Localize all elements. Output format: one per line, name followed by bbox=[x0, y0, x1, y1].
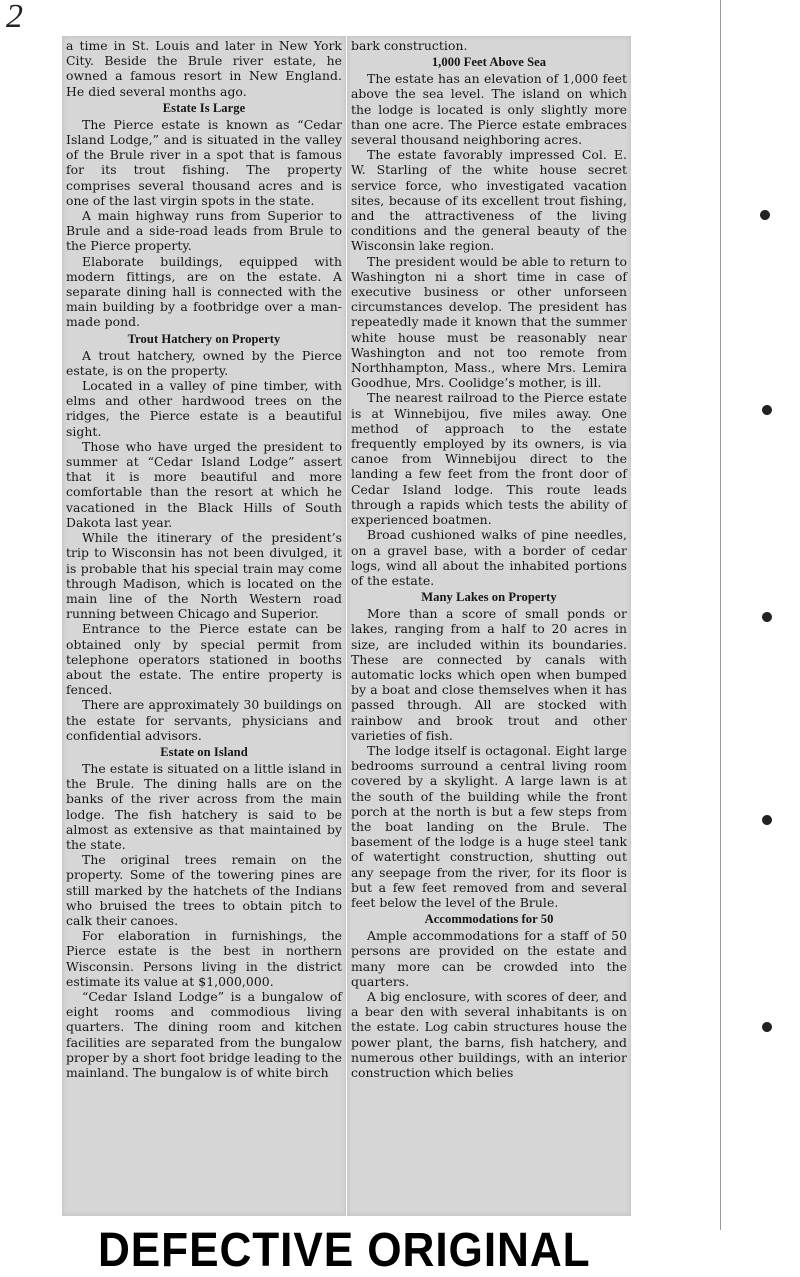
article-paragraph: Elaborate buildings, equipped with modern fittings, are on the estate. A separate dining hall is connected with the main building by a footbridge over a man-made pond. bbox=[66, 253, 342, 330]
article-paragraph: There are approximately 30 buildings on the estate for servants, physicians and confidential advisors. bbox=[66, 697, 342, 743]
article-paragraph: a time in St. Louis and later in New York City. Beside the Brule river estate, he owned a famous resort in New England. He died several months ago. bbox=[66, 38, 342, 99]
page-number: 2 bbox=[6, 0, 23, 35]
article-column-right bbox=[351, 38, 627, 1080]
article-paragraph: The estate has an elevation of 1,000 feet above the sea level. The island on which the lodge is located is only slightly more than one acre. The Pierce estate embraces several thousand neighboring acres. bbox=[351, 71, 627, 148]
article-paragraph: A main highway runs from Superior to Brule and a side-road leads from Brule to the Pierce property. bbox=[66, 208, 342, 254]
section-heading: Accommodations for 50 bbox=[424, 912, 554, 927]
article-paragraph: Located in a valley of pine timber, with elms and other hardwood trees on the ridges, the Pierce estate is a beautiful sight. bbox=[66, 378, 342, 439]
defective-original-stamp: DEFECTIVE ORIGINAL bbox=[98, 1230, 638, 1272]
section-heading: Estate on Island bbox=[160, 744, 248, 759]
binding-hole-mark bbox=[760, 1020, 774, 1034]
binding-hole-mark bbox=[760, 813, 774, 827]
binding-hole-mark bbox=[760, 610, 774, 624]
article-paragraph: The estate favorably impressed Col. E. W. Starling of the white house secret service force, who investigated vacation sites, because of its excellent trout fishing, and the attractiveness of the living conditions and the general beauty of the Wisconsin lake region. bbox=[351, 147, 627, 254]
binding-hole-mark bbox=[758, 208, 772, 222]
article-paragraph: The Pierce estate is known as “Cedar Island Lodge,” and is situated in the valley of the Brule river in a spot that is famous for its trout fishing. The property comprises several thousand acres and is one of the last virgin spots in the state. bbox=[66, 116, 342, 208]
article-paragraph: For elaboration in furnishings, the Pierce estate is the best in northern Wisconsin. Persons living in the district estimate its value at $1,000,000. bbox=[66, 928, 342, 989]
section-heading: Many Lakes on Property bbox=[421, 590, 557, 605]
article-paragraph: A big enclosure, with scores of deer, and a bear den with several inhabitants is on the estate. Log cabin structures house the power plant, the barns, fish hatchery, and numerous other buildings, with an interior construction which belies bbox=[351, 988, 627, 1080]
article-column-left bbox=[66, 38, 342, 1080]
article-paragraph: Those who have urged the president to summer at “Cedar Island Lodge” assert that it is more beautiful and more comfortable than the resort at which he vacationed in the Black Hills of South Dakota last year. bbox=[66, 438, 342, 530]
scan-edge-line bbox=[720, 0, 721, 1230]
article-paragraph: The lodge itself is octagonal. Eight large bedrooms surround a central living room covered by a skylight. A large lawn is at the south of the building while the front porch at the north is but a few steps from the boat landing on the Brule. The basement of the lodge is a huge steel tank of watertight construction, shutting out any seepage from the river, for its floor is but a few feet removed from and several feet below the level of the Brule. bbox=[351, 742, 627, 910]
article-paragraph: bark construction. bbox=[351, 38, 468, 53]
article-paragraph: While the itinerary of the president’s trip to Wisconsin has not been divulged, it is probable that his special train may come through Madison, which is located on the main line of the North Western road running between Chicago and Superior. bbox=[66, 530, 342, 622]
section-heading: 1,000 Feet Above Sea bbox=[431, 55, 547, 70]
section-heading: Trout Hatchery on Property bbox=[127, 331, 281, 346]
article-paragraph: The nearest railroad to the Pierce estate is at Winnebijou, five miles away. One method of approach to the estate frequently employed by its owners, is via canoe from Winnebijou direct to the landing a few feet from the front door of Cedar Island lodge. This route leads through a rapids which tests the ability of experienced boatmen. bbox=[351, 390, 627, 528]
article-paragraph: Entrance to the Pierce estate can be obtained only by special permit from telephone operators stationed in booths about the estate. The entire property is fenced. bbox=[66, 621, 342, 698]
article-paragraph: A trout hatchery, owned by the Pierce estate, is on the property. bbox=[66, 347, 342, 378]
article-paragraph: “Cedar Island Lodge” is a bungalow of eight rooms and commodious living quarters. The dining room and kitchen facilities are separated from the bungalow proper by a short foot bridge leading to the mainland. The bungalow is of white birch bbox=[66, 988, 342, 1080]
article-paragraph: Broad cushioned walks of pine needles, on a gravel base, with a border of cedar logs, wind all about the inhabited portions of the estate. bbox=[351, 527, 627, 588]
section-heading: Estate Is Large bbox=[162, 100, 246, 115]
article-paragraph: Ample accommodations for a staff of 50 persons are provided on the estate and many more can be crowded into the quarters. bbox=[351, 928, 627, 989]
article-paragraph: The president would be able to return to Washington ni a short time in case of executive business or other unforseen circumstances develop. The president has repeatedly made it known that the summer white house must be reasonably near Washington and not too remote from Northhampton, Mass., where Mrs. Lemira Goodhue, Mrs. Coolidge’s mother, is ill. bbox=[351, 253, 627, 391]
binding-hole-mark bbox=[760, 403, 774, 417]
article-paragraph: The original trees remain on the property. Some of the towering pines are still marked by the hatchets of the Indians who bruised the trees to obtain pitch to calk their canoes. bbox=[66, 852, 342, 928]
article-paragraph: The estate is situated on a little island in the Brule. The dining halls are on the banks of the river across from the main lodge. The fish hatchery is said to be almost as extensive as that maintained by the state. bbox=[66, 760, 342, 852]
article-paragraph: More than a score of small ponds or lakes, ranging from a half to 20 acres in size, are included within its boundaries. These are connected by canals with automatic locks which open when bumped by a boat and close themselves when it has passed through. All are stocked with rainbow and brook trout and other varieties of fish. bbox=[351, 606, 627, 743]
